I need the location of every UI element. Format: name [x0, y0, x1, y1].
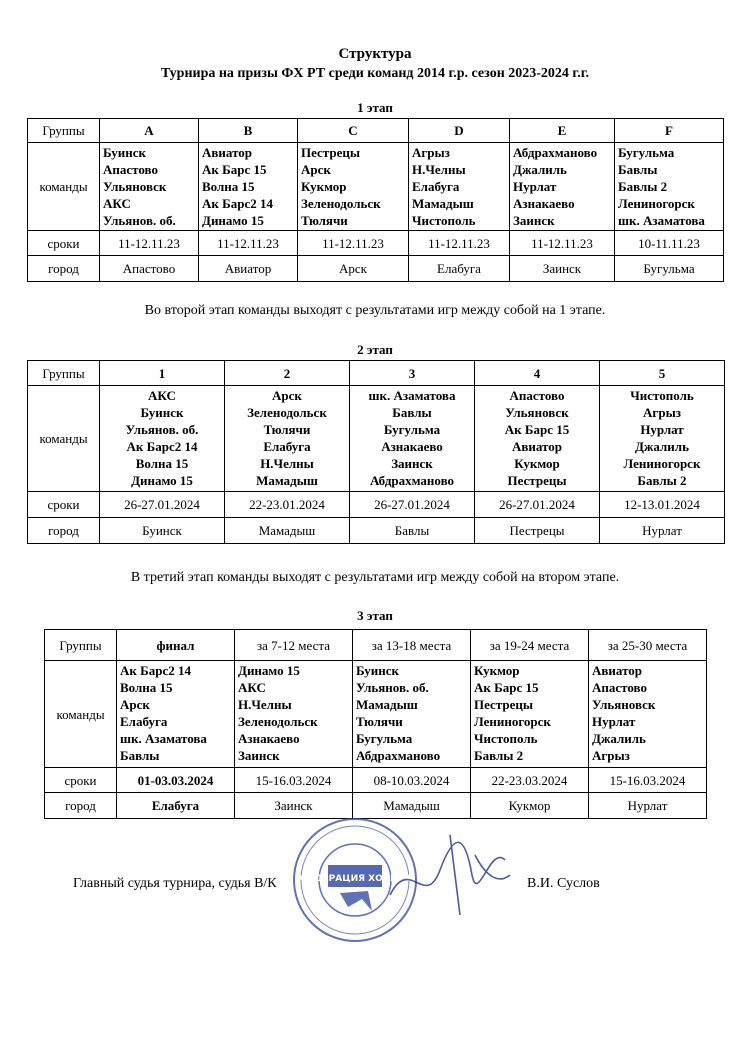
team-name: Авиатор	[592, 663, 643, 678]
team-list	[353, 661, 471, 768]
team-name: Абдрахманово	[369, 473, 455, 488]
stage1-city-row	[28, 256, 724, 282]
row-label-groups: Группы	[45, 630, 117, 661]
stage2-table	[27, 360, 725, 544]
dates-cell: 15-16.03.2024	[589, 768, 707, 793]
city-cell: Апастово	[100, 256, 199, 282]
team-name: Бавлы	[618, 162, 658, 177]
group-header: F	[615, 119, 724, 143]
team-name: Лениногорск	[623, 456, 701, 471]
team-name: Лениногорск	[474, 714, 551, 729]
team-name: Н.Челны	[412, 162, 466, 177]
team-name: Тюлячи	[301, 213, 348, 228]
team-name: Ульяновск	[103, 179, 167, 194]
dates-cell: 11-12.11.23	[199, 231, 298, 256]
group-header: за 19-24 места	[471, 630, 589, 661]
dates-cell: 12-13.01.2024	[600, 492, 725, 518]
dates-cell: 26-27.01.2024	[100, 492, 225, 518]
stage1-table	[27, 118, 724, 282]
stage3-teams-row	[45, 661, 707, 768]
stage3-dates-row	[45, 768, 707, 793]
city-cell: Елабуга	[409, 256, 510, 282]
group-header: A	[100, 119, 199, 143]
team-name: Ульяновск	[592, 697, 656, 712]
team-name: Лениногорск	[618, 196, 695, 211]
team-name: Бавлы	[120, 748, 160, 763]
group-header: за 13-18 места	[353, 630, 471, 661]
group-header: 5	[600, 361, 725, 386]
note-stage3: В третий этап команды выходят с результатами игр между собой на втором этапе.	[130, 570, 620, 585]
dates-cell: 08-10.03.2024	[353, 768, 471, 793]
team-list	[475, 386, 600, 492]
team-name: Тюлячи	[356, 714, 403, 729]
group-header: 4	[475, 361, 600, 386]
group-header: за 25-30 места	[589, 630, 707, 661]
team-name: Чистополь	[412, 213, 476, 228]
team-name: Авиатор	[202, 145, 253, 160]
city-cell: Мамадыш	[353, 793, 471, 819]
note-stage2: Во второй этап команды выходят с результатами игр между собой на 1 этапе.	[144, 303, 606, 318]
team-name: Агрыз	[592, 748, 630, 763]
team-name: Елабуга	[120, 714, 168, 729]
team-name: Пестрецы	[301, 145, 360, 160]
team-name: Мамадыш	[356, 697, 418, 712]
team-list	[600, 386, 725, 492]
stage3-groups-row	[45, 630, 707, 661]
city-cell: Нурлат	[589, 793, 707, 819]
stage1-teams-row	[28, 143, 724, 231]
city-cell: Нурлат	[600, 518, 725, 544]
row-label-teams: команды	[45, 661, 117, 768]
city-cell: Буинск	[100, 518, 225, 544]
team-name: Бавлы 2	[618, 179, 668, 194]
stage3-title: 3 этап	[357, 608, 393, 623]
team-list	[471, 661, 589, 768]
row-label-teams: команды	[28, 143, 100, 231]
team-name: Нурлат	[592, 714, 636, 729]
team-name: Азнакаево	[381, 439, 443, 454]
team-name: Агрыз	[643, 405, 681, 420]
group-header: B	[199, 119, 298, 143]
team-name: Мамадыш	[256, 473, 318, 488]
team-name: Бавлы 2	[637, 473, 687, 488]
team-name: Тюлячи	[263, 422, 311, 437]
row-label-teams: команды	[28, 386, 100, 492]
team-list	[117, 661, 235, 768]
team-name: Буинск	[140, 405, 184, 420]
team-name: Елабуга	[412, 179, 460, 194]
team-name: Зеленодольск	[247, 405, 327, 420]
team-name: Арск	[272, 388, 302, 403]
team-name: Арск	[120, 697, 150, 712]
group-header: финал	[117, 630, 235, 661]
team-name: шк. Азаматова	[120, 731, 207, 746]
city-cell: Арск	[298, 256, 409, 282]
signature-name: В.И. Суслов	[527, 876, 600, 891]
team-name: Буинск	[103, 145, 147, 160]
team-list	[100, 143, 199, 231]
stage2-city-row	[28, 518, 725, 544]
city-cell: Бугульма	[615, 256, 724, 282]
team-name: Азнакаево	[238, 731, 300, 746]
dates-cell: 22-23.01.2024	[225, 492, 350, 518]
team-name: Волна 15	[120, 680, 173, 695]
stage1-groups-row	[28, 119, 724, 143]
city-cell: Елабуга	[117, 793, 235, 819]
team-name: Бавлы 2	[474, 748, 524, 763]
city-cell: Пестрецы	[475, 518, 600, 544]
row-label-city: город	[28, 256, 100, 282]
group-header: C	[298, 119, 409, 143]
team-name: АКС	[103, 196, 131, 211]
team-name: Азнакаево	[513, 196, 575, 211]
team-name: Ульяновск	[505, 405, 569, 420]
team-name: Мамадыш	[412, 196, 474, 211]
team-name: Ак Барс 15	[202, 162, 267, 177]
dates-cell: 01-03.03.2024	[117, 768, 235, 793]
team-name: Ак Барс2 14	[120, 663, 191, 678]
dates-cell: 26-27.01.2024	[350, 492, 475, 518]
team-name: Абдрахманово	[513, 145, 598, 160]
team-name: Ак Барс2 14	[202, 196, 273, 211]
row-label-dates: сроки	[28, 492, 100, 518]
team-name: Заинск	[238, 748, 280, 763]
team-name: Бугульма	[383, 422, 441, 437]
city-cell: Кукмор	[471, 793, 589, 819]
stamp-label: ФЕДЕРАЦИЯ ХОККЕЯ	[299, 874, 411, 884]
team-list	[199, 143, 298, 231]
team-name: Динамо 15	[238, 663, 300, 678]
stage1-title: 1 этап	[357, 100, 393, 115]
dates-cell: 26-27.01.2024	[475, 492, 600, 518]
team-name: Агрыз	[412, 145, 450, 160]
team-name: Елабуга	[263, 439, 311, 454]
dates-cell: 11-12.11.23	[510, 231, 615, 256]
team-name: Апастово	[103, 162, 158, 177]
team-name: Н.Челны	[260, 456, 314, 471]
team-name: Бавлы	[392, 405, 432, 420]
document-title: Структура	[338, 46, 412, 62]
team-name: Динамо 15	[131, 473, 193, 488]
city-cell: Заинск	[235, 793, 353, 819]
team-list	[235, 661, 353, 768]
team-name: Ак Барс 15	[504, 422, 570, 437]
team-name: Волна 15	[135, 456, 189, 471]
city-cell: Заинск	[510, 256, 615, 282]
row-label-groups: Группы	[28, 119, 100, 143]
team-name: Кукмор	[474, 663, 520, 678]
dates-cell: 11-12.11.23	[409, 231, 510, 256]
team-name: Динамо 15	[202, 213, 264, 228]
team-name: Ак Барс 15	[474, 680, 539, 695]
team-list	[409, 143, 510, 231]
stage2-title: 2 этап	[357, 342, 393, 357]
team-name: Ульянов. об.	[103, 213, 176, 228]
city-cell: Бавлы	[350, 518, 475, 544]
team-name: Апастово	[592, 680, 647, 695]
group-header: 3	[350, 361, 475, 386]
dates-cell: 11-12.11.23	[298, 231, 409, 256]
team-name: Апастово	[509, 388, 565, 403]
group-header: 1	[100, 361, 225, 386]
row-label-city: город	[28, 518, 100, 544]
team-name: Джалиль	[513, 162, 567, 177]
team-name: АКС	[148, 388, 176, 403]
team-list	[510, 143, 615, 231]
team-list	[225, 386, 350, 492]
row-label-groups: Группы	[28, 361, 100, 386]
team-name: Заинск	[391, 456, 433, 471]
team-name: Ульянов. об.	[356, 680, 429, 695]
team-name: Пестрецы	[474, 697, 533, 712]
stage2-dates-row	[28, 492, 725, 518]
dates-cell: 10-11.11.23	[615, 231, 724, 256]
team-list	[350, 386, 475, 492]
city-cell: Авиатор	[199, 256, 298, 282]
team-name: Зеленодольск	[238, 714, 318, 729]
team-list	[298, 143, 409, 231]
row-label-dates: сроки	[28, 231, 100, 256]
team-name: Заинск	[513, 213, 555, 228]
team-name: Пестрецы	[507, 473, 567, 488]
team-name: Арск	[301, 162, 331, 177]
team-name: Джалиль	[635, 439, 689, 454]
team-list	[589, 661, 707, 768]
dates-cell: 11-12.11.23	[100, 231, 199, 256]
team-name: Бугульма	[356, 731, 413, 746]
dates-cell: 22-23.03.2024	[471, 768, 589, 793]
row-label-city: город	[45, 793, 117, 819]
team-name: Н.Челны	[238, 697, 292, 712]
team-name: Чистополь	[474, 731, 538, 746]
team-name: Зеленодольск	[301, 196, 381, 211]
document-subtitle: Турнира на призы ФХ РТ среди команд 2014 г.р. сезон 2023-2024 г.г.	[161, 66, 589, 81]
team-name: Буинск	[356, 663, 400, 678]
city-cell: Мамадыш	[225, 518, 350, 544]
team-name: Авиатор	[511, 439, 562, 454]
team-name: Волна 15	[202, 179, 255, 194]
stage2-teams-row	[28, 386, 725, 492]
group-header: E	[510, 119, 615, 143]
team-list	[100, 386, 225, 492]
team-name: Чистополь	[630, 388, 694, 403]
team-name: шк. Азаматова	[618, 213, 705, 228]
group-header: D	[409, 119, 510, 143]
team-name: Нурлат	[640, 422, 684, 437]
team-name: Кукмор	[301, 179, 347, 194]
team-name: Абдрахманово	[356, 748, 441, 763]
team-name: Ак Барс2 14	[126, 439, 198, 454]
team-name: Кукмор	[514, 456, 560, 471]
team-name: Бугульма	[618, 145, 675, 160]
group-header: за 7-12 места	[235, 630, 353, 661]
stage1-dates-row	[28, 231, 724, 256]
stage2-groups-row	[28, 361, 725, 386]
team-name: Ульянов. об.	[125, 422, 199, 437]
team-name: шк. Азаматова	[368, 388, 456, 403]
dates-cell: 15-16.03.2024	[235, 768, 353, 793]
stage3-table	[44, 629, 707, 819]
team-name: АКС	[238, 680, 266, 695]
row-label-dates: сроки	[45, 768, 117, 793]
team-list	[615, 143, 724, 231]
team-name: Джалиль	[592, 731, 646, 746]
signature-scribble-icon	[380, 815, 520, 925]
team-name: Нурлат	[513, 179, 557, 194]
signature-role: Главный судья турнира, судья В/К	[73, 876, 277, 891]
group-header: 2	[225, 361, 350, 386]
